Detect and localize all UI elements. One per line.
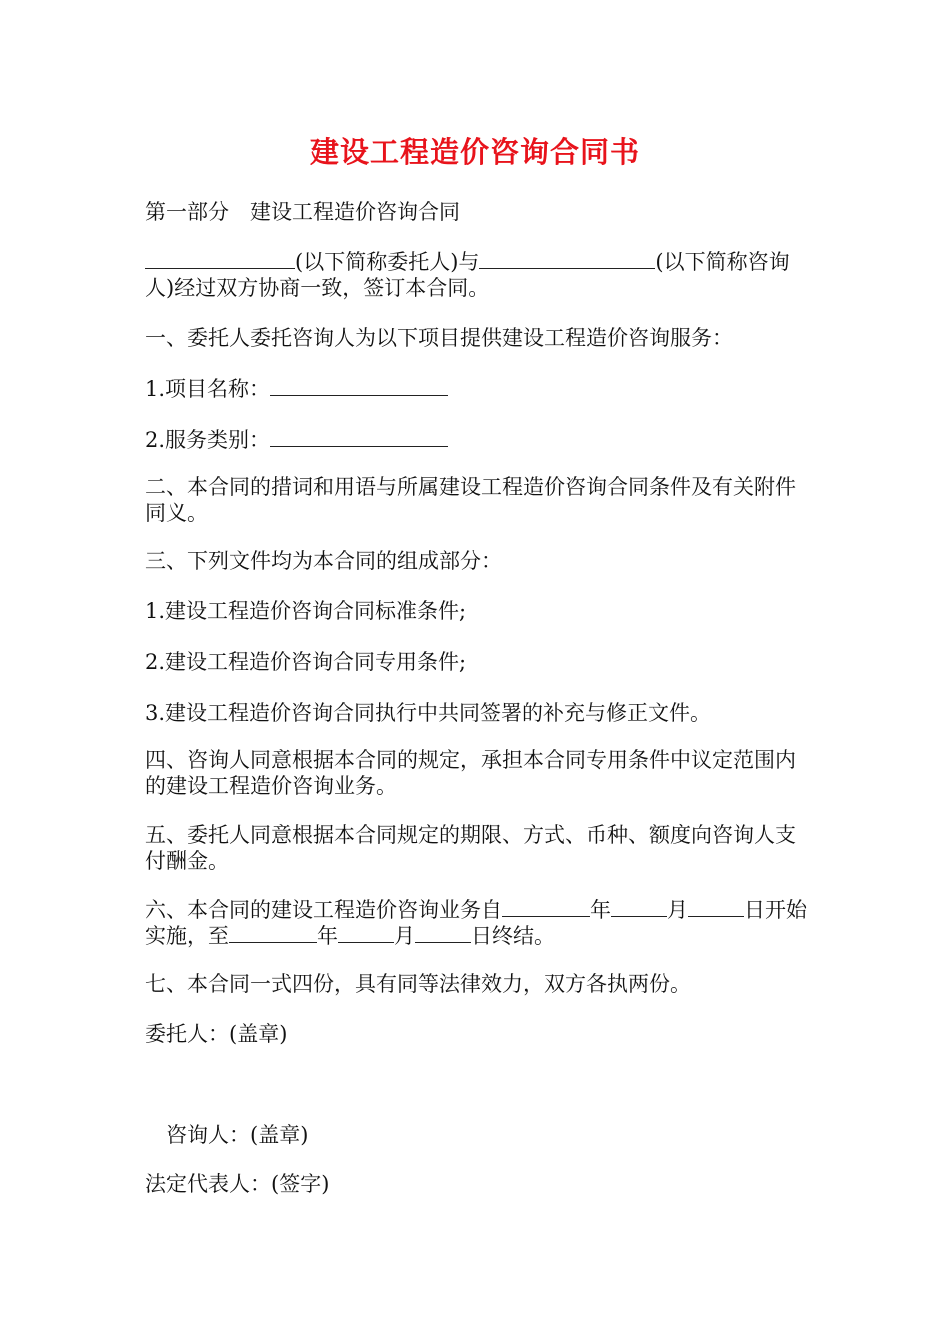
clause-4: 四、咨询人同意根据本合同的规定，承担本合同专用条件中议定范围内的建设工程造价咨询业务。 <box>145 748 796 798</box>
client-signature-line: 委托人：(盖章) <box>145 1022 288 1046</box>
service-type-label: 2.服务类别： <box>145 428 271 452</box>
end-year-blank[interactable] <box>229 924 317 943</box>
clause-1: 一、委托人委托咨询人为以下项目提供建设工程造价咨询服务： <box>145 326 733 350</box>
project-name-blank[interactable] <box>270 377 448 396</box>
doc-list-item: 1.建设工程造价咨询合同标准条件; <box>145 599 467 623</box>
start-year-label: 年 <box>590 898 611 922</box>
start-month-label: 月 <box>667 898 688 922</box>
clause-3: 三、下列文件均为本合同的组成部分： <box>145 549 502 573</box>
intro-text-a: (以下简称委托人)与 <box>295 250 480 274</box>
end-month-blank[interactable] <box>338 924 394 943</box>
document-title: 建设工程造价咨询合同书 <box>309 135 640 169</box>
start-day-label: 日 <box>744 898 765 922</box>
clause-6 <box>145 897 810 949</box>
end-year-label: 年 <box>317 924 338 948</box>
clause-6-text-1: 六、本合同的建设工程造价咨询业务自 <box>145 898 502 922</box>
legal-rep-signature-line: 法定代表人：(签字) <box>145 1172 330 1196</box>
consultant-signature-line: 咨询人：(盖章) <box>166 1123 309 1147</box>
clause-2: 二、本合同的措词和用语与所属建设工程造价咨询合同条件及有关附件同义。 <box>145 475 796 525</box>
start-month-blank[interactable] <box>611 898 667 917</box>
service-type-blank[interactable] <box>270 428 448 447</box>
clause-6-end: 日终结。 <box>471 924 555 948</box>
clause-7: 七、本合同一式四份，具有同等法律效力，双方各执两份。 <box>145 972 691 996</box>
intro-text-b: (以下简称咨询人)经过双方协商一致，签订本合同。 <box>145 250 790 300</box>
start-day-blank[interactable] <box>688 898 744 917</box>
doc-list-item: 2.建设工程造价咨询合同专用条件; <box>145 650 467 674</box>
start-year-blank[interactable] <box>502 898 590 917</box>
project-name-label: 1.项目名称： <box>145 377 271 401</box>
end-month-label: 月 <box>394 924 415 948</box>
clause-5: 五、委托人同意根据本合同规定的期限、方式、币种、额度向咨询人支付酬金。 <box>145 823 796 873</box>
doc-list-item: 3.建设工程造价咨询合同执行中共同签署的补充与修正文件。 <box>145 701 712 725</box>
client-name-blank[interactable] <box>145 250 295 269</box>
consultant-name-blank[interactable] <box>479 250 655 269</box>
project-name-line <box>145 376 810 402</box>
part-heading: 第一部分 建设工程造价咨询合同 <box>145 200 460 224</box>
end-day-blank[interactable] <box>415 924 471 943</box>
clause-6-text-2: 开始实施，至 <box>145 898 807 948</box>
service-type-line <box>145 427 810 453</box>
intro-paragraph <box>145 249 810 301</box>
